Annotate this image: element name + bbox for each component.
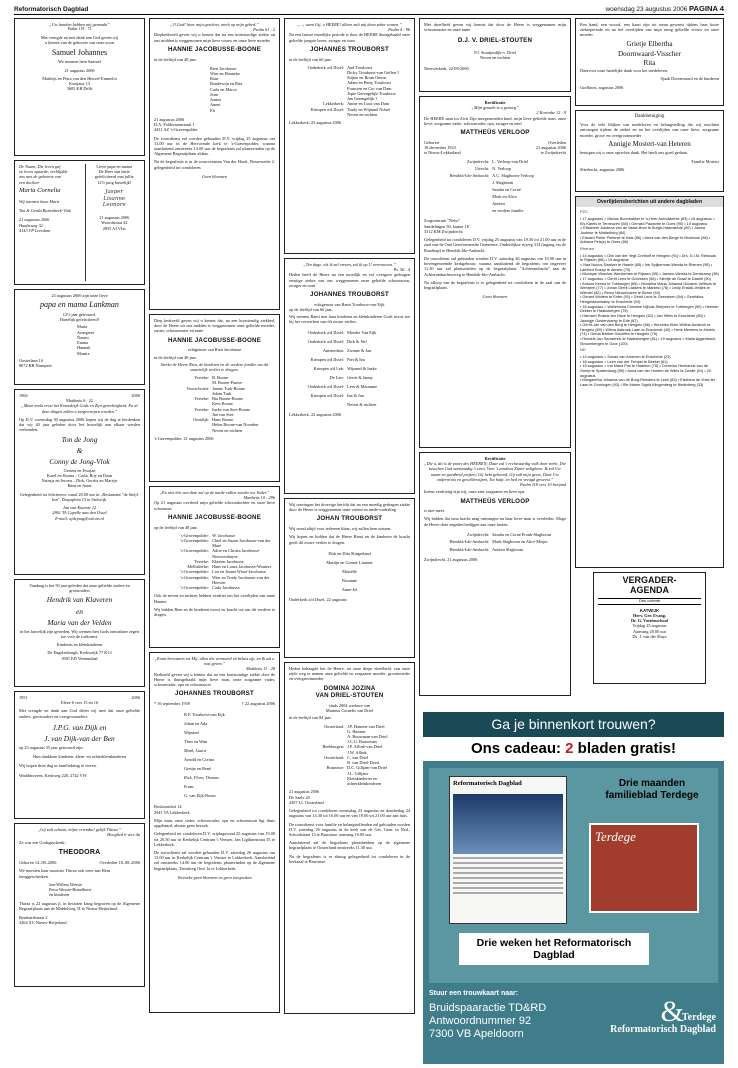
family-row: Zwijndrecht: Sandra en Corné Pronk-Slagboom	[466, 531, 551, 537]
family-row: Oostdijk: Hans Boone	[193, 417, 234, 423]
advert-headline: Ga je binnenkort trouwen?	[423, 712, 724, 737]
child-name: Maria Cornelia	[19, 186, 61, 194]
family-row: Yerseke: Ineke van Stee-Boone	[194, 406, 251, 412]
family-row: J.C.G. Bouwman	[347, 739, 377, 745]
family-row: Adam en Betty Trouborst	[347, 80, 391, 86]
meeting-agenda: VERGADER- AGENDA Deo volente KATWIJK Herv. Ger. Evang. Dr. G. Voetiusschool Vrijdag 25 augustus Aanvang 20.00 uur Ds. J. van der Sluys	[593, 572, 706, 684]
notice-death-trouborst-4: Wij ontvingen het droevige bericht dat na een moedig gedragen ziekte door de Heere is weggenomen onze vriend en mede-ouderling JOHAN TROUBORST Wij stond altijd voor iedereen klaar, wij zullen hem missen. Wij hopen en bidden dat de Heere Rami en de kinderen de kracht geeft dit zware verlies te dragen. Dirk en Dita Slingerland Martijn en Connie Lisanne Mariëlle Rosanne Anne-Jet Ouderkerk a/d IJssel, 22 augustus	[284, 498, 415, 658]
family-row: Oosterland: C. van Driel	[324, 754, 369, 760]
deceased-name: MATTHEÜS VERLOOP	[460, 497, 530, 505]
deceased-name: Grietje Elbertha	[626, 39, 673, 48]
family-row: Krimpen a/d IJssel: Ina & Jan	[310, 392, 364, 398]
ampersand-logo: &	[660, 995, 684, 1028]
family-list	[424, 159, 566, 214]
notice-thanks-doornwaard: Een hand, een woord, een kaart zijn tot steun geweest tijdens haar korte ziekteperiode en na het overlijden van mijn innig geliefde vrouw en onze moeder Grietje Elbertha Doornwaard-Visscher Rita Daarvoor onze hartelijke dank voor het medeleven. Sjaak Doornwaard en de kinderen Grafhorst, augustus 2006	[575, 18, 724, 106]
family-row: Zwijndrecht: L. Verloop-van Driel	[466, 159, 528, 165]
deceased-name: HANNIE JACOBUSSE-BOONE	[167, 336, 262, 344]
advert-magazine-offer: Drie maanden familieblad Terdege	[605, 778, 699, 801]
deceased-name: MATTHEÜS VERLOOP	[460, 129, 530, 137]
family-row: Mark en Alice	[492, 193, 517, 199]
family-row: Francien en Cor van Dam	[347, 85, 392, 91]
family-row: Yerseke: Ria Boone-Boone	[194, 396, 243, 402]
family-row: Beekbergen: J.P. Aflink-van Driel	[322, 744, 383, 750]
page-header	[14, 3, 724, 15]
family-list	[289, 724, 410, 787]
family-row: Ouderkerk a/d IJssel: Moeder Van Eijk	[307, 329, 377, 335]
magazine-image: Terdege	[589, 823, 699, 913]
couple-name: Hendrik van Klaveren	[46, 595, 113, 605]
notice-lankman: 23 augustus 2006 zijn onze lieve papa en mama Lankman 12½ jaar getrouwd. Hartelijk gefeliciteerd! Maria Arnegreet Naomi Emma Hannah Marnix Oosterlaan 16 8072 BB Nunspeet	[14, 289, 145, 385]
family-row: 's-Gravenpolder: Carla Jacobusse	[180, 585, 240, 591]
notice-death-verloop-1: Rectificatie „Mijn genade is u genoeg” 2 Korinthe 12 : 9 De HEERE nam tot Zich Zijn morgenroeden kind, mijn lieve geliefde man, onze lieve, zorgzame vader, schoonvader, opa, zwager en neef MATTHEÜS VERLOOP Geboren 18 december 1923 te Nieuw-Lekkerland Overleden 21 augustus 2006 te Zwijndrecht Zwijndrecht: L. Verloop-van Driel Utrecht: N. Verloop Hendrik-Ido-Ambacht: A.C. Slagboom-Verloop J. Slagboom Sandra en Corné Mark en Alice Andrea en verdere familie Zorgcentrum "Nebo" Sandelingen 50, kamer 18 3312 KM Zwijndrecht Gelegenheid tot condoleren D.V. vrijdag 25 augustus van 19.30 tot 21.00 uur in de zaal van de Oud Gereformeerde Gemeente, Onderdijkse rijweg 314 (ingang via de Raadtrap) te Hendrik-Ido-Ambacht. De rouwdienst zal gehouden worden D.V. zaterdag 26 augustus om 10.00 uur in bovengenoemde kerkgebouw, waarna aansluitend de begrafenis om ongeveer 11.30 uur zal plaatsvinden op de begraafplaats "Achterambacht" aan de Achterambachtseweg te Hendrik-Ido-Ambacht. Na afloop van de begrafenis is er gelegenheid tot condoleren in de zaal van de begraafplaats. Geen bloemen	[419, 96, 571, 448]
death-notices-other-papers: Overlijdensberichten uit andere dagbladen PZC • 17 augustus = Marius Boonhakker te 's-Heer Arendskerke (83) • 18 augustus = Els Karels te Terneuzen (58) • Gerrard Pauwvee te Goes (90) • 19 augustus = Elisabeth Johanna van de Vaate-Bom te Burgh-Haamstede (60) • Josina Jookeur te Middelburg (84) • Eduard Pieter Pieterse te Kats (85) • Anna van den Berge te Bruinisse (86) • Adriana Pels(s) te Goes (86) Rhenen • 14 augustus = Dini van der Vegt-Crethoff te Hengelo (91) • Drs. G.I.M. Rebusas te Rijssen (66) • 19 augustus = Naa Nuhus-Swalver te Haarle (65) • Ine Spijkerman-Wenda te Rhenen (95) • Lambert Koesp te Almelo (79) • Monique Visscher-Wenkeman te Rijssen (55) • Jansen-Wenda te Denekamp (38) • 17 augustus = Gerrit Lens te Goorssen (56) • Sientje de Graaf te Daarle (90) • Antoon Kenna te Tubbergen (65) • Hendrika Maria Johanna Goosink-Velthuis te Wehrprel (77) • Johan Gerrit Lakkers te Markelo (78) • Leidy Enslak-Velijes te Wierdel (82) • Remy Nieuwhuizen te Borne (54) • Gerard Wolters te Enter (91) • Gerrit Lens te Geesteren (54) • Gerritdina Hengeldwonkamp te Enschede (93) • 18 augustus = Wilhelmina Christine Nijhuis-Steijvers te Tubbergen (90) • Herman Dekker te Haaksbergen (75) • Harmien Rosink-ten Have te Hengelo (62) • Jan Hilles te Enschede (80) • Jannigje Oostervkamp te Ede (87) • Gerrit-Jan van den Berg te Hengelo (66) • Hendrika Klein-Willink-Amsinck te Hengelo (89) • Wilma Asbroek-Laan te Enschede (49) • Henk Mentens te Almelo (74) • Gerda Bekker-Schaften te Hengelo (75) • Hendrik Jan Senwerink te Haaksbergen (81) • 19 augustus = Maria Aggenbach-Stroombergen te Goor (100) ND • 14 augustus = Susan van Amerom te Enschede (23) • 18 augustus = Leen van der Tempel te Beekel (61) • 19 augustus = Ina Maria Pos te Haarlem (78) • Cornelus Hermanus van de Greep te Spakenburg (89) • Anna van der Horden-de Wiles te Zwolle (91) • 20 augustus • Margaretha Johanna van de Burg-Reinders te Leek (83) • Elsebina de Vries ter Laan te Groningen (93) • Rie Maren Sigrid Klingenberg te Nederberg (33)	[575, 196, 724, 568]
notice-anniversary-vandijk: 1951 2006 Efeze 6 vers 15 en 16 Met vreugde en dank aan God delen wij mee dat onze geliefde ouders, grootouders en overgrootouders J.P.G. van Dijk en J. van Dijk-van der Ben op 23 augustus 55 jaar getrouwd zijn. Hun dankbare kinderen, klein- en achterkleinkinderen Wij hopen deze dag in familiekring te vieren. Waddinxveen, Kerkweg 228, 2742 VW	[14, 691, 145, 819]
family-row: Sandra en Corné	[492, 186, 521, 192]
family-row: J. Slagboom	[492, 180, 514, 186]
family-row: Kees Boone	[212, 401, 233, 407]
paper-name: Reformatorisch Dagblad	[14, 6, 89, 14]
couple-name: papa en mama Lankman	[40, 300, 119, 310]
family-row: Melliskerke: Hans en Loura Jacobusse-Wouters	[187, 564, 272, 570]
family-row: Ouderkerk a/d IJssel: Aad Trouborst	[307, 64, 373, 70]
family-row: M. Boone-Pauwe	[212, 380, 243, 386]
family-row: 's-Gravenpolder: Chiel en Suzan Jacobusse-van der Mare	[180, 537, 271, 549]
notice-death-verloop-2: Rectificatie „Die u, dit is de poort des HEEREN; Daar zal 't rechtvaardig volk door treên, Die tusschen God aanstaadig 't even, Voor 't zondoos Zijner zaligheen. Ik zal Uw naam en goedheid prijzen; Gij hebt gehoord, Gij zult mijn geest, Door Uw ontferm'nis en gewelbewijzen, Tot hulp, en heil en vreugd geweest.” Psalm 118 vers 10 berijmd Intens verdrietig zijn wij, onze zeer zorgzame en lieve opa MATTHEÜS VERLOOP is niet meer. Wij bidden dat oma kracht mag ontvangen nu haar lieve man is overleden. Moge de Heere deze zegeden bedijgen aan onze harten. Zwijndrecht: Sandra en Corné Pronk-Slagboom Hendrik-Ido-Ambacht: Mark Slagboom en Alice Meijer Hendrik-Ido-Ambacht: Andrea Slagboom Zwijndrecht, 21 augustus 2006	[419, 452, 571, 696]
family-list	[289, 65, 410, 117]
family-row: Utrecht: N. Verloop	[475, 166, 511, 172]
notice-death-trouborst-3: „Ten dage, als ik zal vrezen, zal ik op U vertrouwen.” Ps. 56 : 4 Heden heeft de Heere na een moeilijk en vol overgave gedragen ernstige ziekte van ons weggenomen onze geliefde schoonzoon, zwager en oom JOHANNES TROUBORST echtgenoot van Rami Trouborst-van Eijk op de leeftijd van 66 jaar. Wij wensen Rami met haar kinderen en kleinkinderen Gods troost toe bij het verwerken van dit zware verlies. Ouderkerk a/d IJssel: Moeder Van Eijk Ouderkerk a/d IJssel: Dirk & Nel Amsterdam: Zwanie & Jan Krimpen a/d IJssel: Piet & Ina Krimpen a/d Lek: Wijnand & Ineke De Lier: Gerrit & Janny Ouderkerk a/d IJssel: Lees & Marianne Krimpen a/d IJssel: Ina & Jan Neven & nichten Lekkerkerk, 22 augustus 2006	[284, 258, 415, 494]
family-row: Krimpen a/d IJssel: Piet & Ina	[310, 356, 365, 362]
family-row: Kleinkinderen en achterkleinkinderen	[347, 775, 382, 787]
column-4	[419, 18, 571, 700]
family-row: Stijnie en Bram Omon	[347, 75, 386, 81]
family-row: 's-Gravenpolder: W. Jacobusse	[180, 532, 236, 538]
family-row: Ouderkerk a/d IJssel: Dirk & Nel	[307, 338, 367, 344]
family-row: Amsterdam: Zwanie & Jan	[322, 347, 372, 353]
deceased-name: DOMINA JOZINA	[323, 684, 376, 692]
family-row: G. Hanzen	[347, 728, 366, 734]
family-row: J.W. Aflink	[347, 749, 367, 755]
handwritten-signature: Jasper Lisanne Leonore	[102, 188, 126, 209]
family-row: 's-Gravenpolder: Adrie en Christa Jacobusse-Nieuwenhuyse	[180, 548, 261, 559]
family-row: B. van Driel-Dorst	[347, 760, 380, 766]
notice-death-hannie-1: „O God! hoor mijn geschrei, merk op mijn gebed.” Psalm 61 : 2 Diepbedroefd geven wij u kennis dat na een kortstondige ziekte uit ons midden is weggenomen mijn lieve vrouw en onze lieve moeder HANNIE JACOBUSSE-BOONE in de leeftijd van 48 jaar. Rien Jacobusse Wim en Hanneke Rian Boudewijn en Rita Carla en Marco Joan Joniea Annet Eli 21 augustus 2006 D.A. Poldermanstraat 1 4431 AZ 's-Gravenpolder De rouwdienst zal worden gehouden D.V. vrijdag 25 augustus om 13.00 uur in de Hervormde kerk te 's-Gravenpolder, waarna aansluitend omstreeks 14.00 uur de begrafenis zal plaatsvinden op de Algemene Begraafplaats aldaar. Na de begrafenis is in de rouwcentrum Van der Hoeft, Bosseweide 2, gelegenheid tot condoleren. Geen bloemen	[149, 18, 280, 310]
deceased-name: JOHANNES TROUBORST	[175, 690, 254, 698]
advert-gift-line: Ons cadeau: 2 bladen gratis!	[423, 737, 724, 761]
family-row: en verdere familie	[492, 207, 524, 213]
notice-anniversary-klaveren: Vandaag is het 50 jaar geleden dat onze geliefde ouders en grootouders Hendrik van Klaveren en Maria van der Velden in het huwelijk zijn getreden. Wij wensen hen Gods onmisbare zegen toe voor de toekomst. Kinderen en kleinkinderen De Engelenburgh, Kerkweijk 77 K13 3901 ED Veenendaal	[14, 579, 145, 687]
couple-name: J.P.G. van Dijk en	[52, 722, 107, 732]
newspaper-photo	[453, 794, 563, 854]
family-row: Oosterland: J.P. Hanzen-van Driel	[324, 723, 385, 729]
family-row: Jan van Stee	[212, 411, 234, 417]
notice-anniversary-dejong: 1966 2006 Mattheüs 6 : 22 „Maar zoekt eerst het Koninkrijk Gods en Zijn gerechtigheid, En al deze dingen zullen u toegeworpen worden.” Op D.V. woensdag 30 augustus 2006 hopen wij de dag te herdenken dat wij 40 jaar geleden door het huwelijk aan elkaar werden verbonden. Ton de Jong & Conny de Jong-Vlok Gerieta en Ewajan Karel en Jhoma – Carla, Roy en Daan Natasja en Jeroen – Dirk, Gerrita en Marrije Hans en Anne Gelegenheid tot feliciteren: vanaf 20.00 uur in „Restaurant "de Steijl-Inn", Dorpsplein 15 te Stolwijk. Jan van Kuurstr 12 2861 TA Capelle aan den IJssel E-mail: ajdejong@solcon.nl	[14, 389, 145, 575]
deceased-name: THEODORA	[58, 848, 101, 856]
notice-death-theodora: „Gij zult schoon, mijne vriendin! gelijk Thirza.” Hooglied 6 vers 4a Ze was een Godsgeschenk; THEODORA Geboren 14–08–2006 Overleden 18–08–2006 We moesten haar mooitste Thirza ook weer aan Hem teruggeschenken. Jan-Willem Wessie Petra Wessie-Brandhorst en kinderen Thirza is 22 augustus jl. in besloten kring begraven op de Algemene Begraafplaats aan de Middelweg 31 te Nieuw-Beijerland. Bernhardstraat 2 3264 XC Nieuw-Beijerland	[14, 823, 145, 987]
family-list	[154, 375, 275, 433]
notice-death-trouborst-2: „...; want Gij, o HEERE! alleen zult mij doen zeker wonen.” Psalm 4 : 9b Na een laatste moeilijke periode is door de HEERE thuisgehaald onze geliefde jongste broer, zwager en oom JOHANNES TROUBORST in de leeftijd van 66 jaar. Ouderkerk a/d IJssel: Aad Trouborst Dicky Trouborst-van Geffen † Stijnie en Bram Omon Adam en Betty Trouborst Francien en Cor van Dam Jopie Gerengelijk-Trouborst Jan Gerengelijk † Lekkerkerk: Annie en Luus van Dam Krimpen a/d IJssel: Trudy en Wijnand Nobel Neven en nichten Lekkerkerk, 23 augustus 2006	[284, 18, 415, 254]
family-row: Dicky Trouborst-van Geffen †	[347, 69, 400, 75]
family-row: Krimpen a/d Lek: Wijnand & Ineke	[313, 365, 377, 371]
family-row: Hendrik-Ido-Ambacht: A.C. Slagboom-Verloop	[449, 173, 534, 179]
family-row: J.L. Gilljam	[347, 770, 368, 776]
column-2	[149, 18, 280, 1017]
family-list	[424, 531, 566, 553]
notice-birth-samuel: „Uw handen hebben mij gemaakt” Psalm 119 : 73 Met vreugde en met dank aan God geven wij u kennis van de geboorte van onze zoon Samuel Johannes We noemen hem Samuel 21 augustus 2006 Matthijs en Petra van den Heuvel-Emmelot Koetjaux 13 3605 KR Delft	[14, 18, 145, 156]
family-row: Lekkerkerk: Annie en Luus van Dam	[323, 101, 390, 107]
page-date: woensdag 23 augustus 2006 PAGINA 4	[605, 4, 724, 14]
family-list	[154, 533, 275, 591]
notice-thanks-mostert: Dankbetuiging Voor de vele blijken van medeleven en belangstelling die wij mochten ontvangen tijdens de ziekte en na het overlijden van onze lieve, zorgzame moeder, groot- en overgrootmoeder Annigje Mostert-van Heteren betuigen wij u onze oprechte dank. Het heeft ons goed gedaan. Familie Mostert Sliedrecht, augustus 2006	[575, 110, 724, 192]
family-row: Jopie Gerengelijk-Trouborst	[347, 90, 396, 96]
advert-address: Stuur een trouwkaart naar: Bruidspaaractie TD&RD Antwoordnummer 92 7300 VB Apeldoorn	[429, 990, 547, 1040]
advert-brand: Terdege Reformatorisch Dagblad	[610, 1012, 716, 1036]
family-row: Ouderkerk a/d IJssel: Lees & Marianne	[307, 383, 378, 389]
column-1	[14, 18, 145, 991]
family-row: Hendrik-Ido-Ambacht: Mark Slagboom en Alice Meijer	[449, 539, 548, 545]
family-row: 's-Gravenpolder: Wim en Trudy Jacobusse-van der Hoeven	[180, 574, 270, 585]
family-row: Helen Boone-van Noorden	[212, 422, 259, 428]
family-row: Johan Turk	[212, 390, 232, 396]
deceased-name: JOHANNES TROUBORST	[310, 291, 389, 299]
family-row: Neven en nichten	[212, 427, 243, 433]
family-row: Hendrik-Ido-Ambacht: Andrea Slagboom	[449, 546, 524, 552]
family-row: Neven & nichten	[347, 401, 377, 407]
family-row: De Lier: Gerrit & Janny	[329, 374, 373, 380]
newspaper-image: Reformatorisch Dagblad	[449, 776, 567, 924]
deceased-name: JOHANNES TROUBORST	[310, 45, 389, 53]
deceased-name: HANNIE JACOBUSSE-BOONE	[167, 45, 262, 53]
family-list	[289, 328, 410, 409]
family-row: Yerseke: B. Boone	[194, 375, 229, 381]
family-row: Krimpen a/d IJssel: Trudy en Wijnand Nobel	[310, 106, 390, 112]
couple-name: Ton de Jong	[61, 434, 98, 444]
family-row: Yerseke: Klazien Jacobusse	[194, 558, 244, 564]
quote: „Uw handen hebben mij gemaakt”	[49, 22, 110, 27]
notice-death-hannie-3: „En niet één van deze zal op de aarde vallen zonder uw Vader.” Mattheüs 10 : 29b Op 21 augustus overleed mijn geliefde schoondochter en onze lieve schoonzus HANNIE JACOBUSSE-BOONE op de leeftijd van 48 jaar. 's-Gravenpolder: W. Jacobusse 's-Gravenpolder: Chiel en Suzan Jacobusse-van der Mare 's-Gravenpolder: Adrie en Christa Jacobusse-Nieuwenhuyse Yerseke: Klazien Jacobusse Melliskerke: Hans en Loura Jacobusse-Wouters 's-Gravenpolder: Lou en Jeanet Wisse-Jacobusse 's-Gravenpolder: Wim en Trudy Jacobusse-van der Hoeven 's-Gravenpolder: Carla Jacobusse Ook de neven en nichten hebben verdriet om het overlijden van tante Hannie. Wij bidden Rien en de kinderen troost en kracht toe om dit verdriet te dragen.	[149, 486, 280, 648]
advert-newspaper-offer: Drie weken het Reformatorisch Dagblad	[459, 933, 649, 965]
family-row: A. Bouwman-van Driel	[347, 734, 388, 739]
deceased-name: D.J. V. DRIEL-STOUTEN	[457, 37, 533, 45]
family-row: Jan Gerengelijk †	[347, 96, 378, 102]
notice-birth-maria: De Naam, Die leven gaf en leven spaarde, verblijdde ons met de geboorte van een dochter Maria Cornelia Wij noemen haar Marit Ton & Gerda Ruitenbeek-Vink 21 augustus 2006 Haaftsweg 32 4143 VP Leerdam Lieve papa en mama De Heer van harte gefeliciteerd met jullie 12½ jarig huwelijk! Jasper Lisanne Leonore 21 augustus 2006 Woordstraat 32 2855 AJ Vlas	[14, 160, 145, 285]
notice-death-trouborst-1: „Komt herwaarts tot Mij, allen die vermoeid en belast zijt, en Ik zal u rust geven.” Mattheüs 11 : 28 Bedroefd geven wij u kennis dat na een kortstondige ziekte door de Heere is thuisgehaald mijn lieve man, onze zorgzame vader, schoonvader, opa en schoonzoon JOHANNES TROUBORST * 16 september 1939 † 22 augustus 2006 B.F. Trouborst-van Eijk Johan en Ada Wijnand Theo en Wim Mark, Laura Arnold en Corina Grettje en René Rick, Floor, Thomas Frans G. van Eijk-Boom Bosboomhof 14 2941 TA Lekkerkerk Mijn man, onze vader, schoonvader, opa en schoonzoon ligt thuis opgebaard, alwaar geen bezoek. Gelegenheid tot condoleren D.V. vrijdagavond 25 augustus van 19.00 tot 20.30 uur in Kerkelijk Centrum 't Venster, Jan Ligthartstraat 35 te Lekkerkerk. De rouwdienst zal worden gehouden D.V. zaterdag 26 augustus om 13.00 uur in Kerkelijk Centrum 't Venster te Lekkerkerk. Aansluitend zal omstreeks 14.00 uur de begrafenis plaatsvinden op de algemene begraafplaats, Tiendweg Oost 1a te Lekkerkerk. Verzoeke geen bloemen en geen toespraken	[149, 652, 280, 1013]
wedding-promo-advert	[423, 712, 724, 1064]
notice-death-vdriel-stouten: Met droefheid geven wij kennis dat door de Heere is weggenomen mijn schoonzuster en onze tante D.J. V. DRIEL-STOUTEN P.J. Stoutjesdijk-v. Driel Neven en nichten Nieuwerkerk, 22-08-2006	[419, 18, 571, 92]
deceased-name: HANNIE JACOBUSSE-BOONE	[167, 513, 262, 521]
family-row: Andrea	[492, 200, 505, 206]
column-5	[575, 18, 724, 688]
family-row: 's-Gravenpolder: Lou en Jeanet Wisse-Jacobusse	[180, 569, 266, 575]
advert-promo-panel	[429, 768, 718, 983]
column-3	[284, 18, 415, 1018]
deceased-name: JOHAN TROUBORST	[316, 515, 383, 523]
family-row: Neven en nichten	[347, 111, 378, 117]
family-row: Bruinisse: D.C. Gilljam-van Driel	[326, 765, 387, 771]
child-name: Samuel Johannes	[51, 47, 108, 57]
family-row: Voorschoten: Jannie Turk-Boone	[186, 385, 245, 391]
notice-death-hannie-2: Diep bedroefd geven wij u kennis dat, na een kortstondig ziekbed, door de Heere uit ons midden is weggenomen onze geliefde moeder, zuster, schoonzuster en tante HANNIE JACOBUSSE-BOONE echtgenote van Rien Jacobusse in de leeftijd van 48 jaar. Sterke de Heere Rien, de kinderen en de verdere familie om dit smartelijk verlies te dragen. Yerseke: B. Boone M. Boone-Pauwe Voorschoten: Jannie Turk-Boone Johan Turk Yerseke: Ria Boone-Boone Kees Boone Yerseke: Ineke van Stee-Boone Jan van Stee Oostdijk: Hans Boone Helen Boone-van Noorden Neven en nichten 's-Gravenpolder, 21 augustus 2006	[149, 314, 280, 482]
deceased-name: Annigje Mostert-van Heteren	[608, 139, 691, 148]
notice-death-vandriel: Heden behaagde het de Heere, tot onze diepe droefheid, van onze zijde weg te nemen onze geliefde en zorgzame moeder, grootmoeder en overgrootmoeder DOMINA JOZINA VAN DRIEL-STOUTEN sinds 2004 weduwe van Marinus Cornelis van Driel in de leeftijd van 84 jaar. Oosterland: J.P. Hanzen-van Driel G. Hanzen A. Bouwman-van Driel J.C.G. Bouwman Beekbergen: J.P. Aflink-van Driel J.W. Aflink Oosterland: C. van Driel B. van Driel-Dorst Bruinisse: D.C. Gilljam-van Driel J.L. Gilljam Kleinkinderen en achterkleinkinderen 21 augustus 2006 De Saele 20 4307 LL Oosterland Gelegenheid tot condoleren woensdag 23 augustus en donderdag 24 augustus van 14.30 tot 16.00 uur en van 19.00 tot 21.00 uur aan huis. De rouwdienst voor familie en belangstellenden zal gehouden worden D.V. zaterdag 26 augustus in de kerk van de Ger. Gem. in Ned., Schoolstraat 13 te Bruinisse, aanvang 10.00 uur. Aansluitend zal de begrafenis plaatshebben op de algemene begraafplaats te Oosterland omstreeks 11.30 uur. Na de begrafenis is er alsnog gelegenheid tot condoleren in de kerkzaal te Bruinisse.	[284, 662, 415, 1014]
